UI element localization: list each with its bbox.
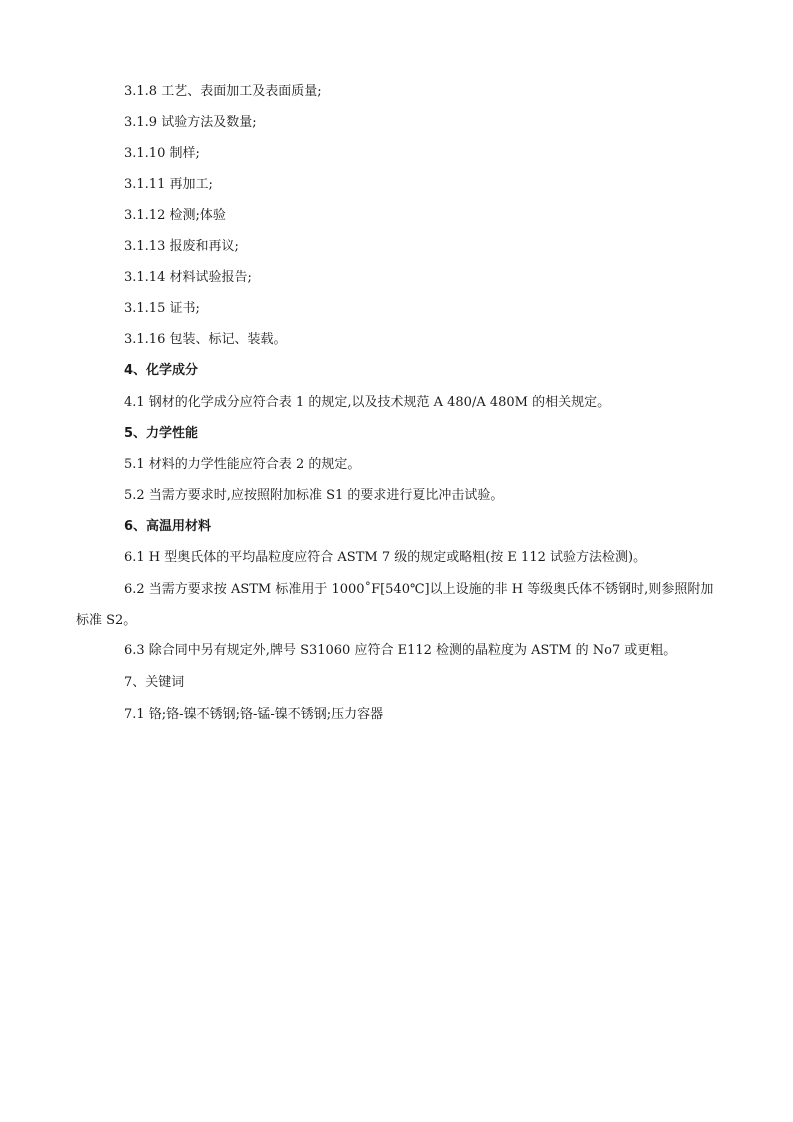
clause-3-1-15: 3.1.15 证书; [124,301,200,316]
clause-3-1-12: 3.1.12 检测;体验 [124,208,226,223]
clause-5-1: 5.1 材料的力学性能应符合表 2 的规定。 [124,457,361,472]
clause-3-1-11: 3.1.11 再加工; [124,177,213,192]
section-heading-7: 7、关键词 [124,675,185,690]
clause-3-1-10: 3.1.10 制样; [124,146,200,161]
clause-3-1-14: 3.1.14 材料试验报告; [124,270,252,285]
clause-3-1-16: 3.1.16 包装、标记、装载。 [124,332,287,347]
clause-6-1: 6.1 H 型奥氏体的平均晶粒度应符合 ASTM 7 级的规定或略粗(按 E 112 试验方法检测)。 [124,550,647,565]
section-heading-6: 6、高温用材料 [124,519,212,534]
clause-3-1-8: 3.1.8 工艺、表面加工及表面质量; [124,84,322,99]
clause-5-2: 5.2 当需方要求时,应按照附加标准 S1 的要求进行夏比冲击试验。 [124,488,504,503]
clause-7-1: 7.1 铬;铬-镍不锈钢;铬-锰-镍不锈钢;压力容器 [124,707,384,722]
clause-3-1-9: 3.1.9 试验方法及数量; [124,115,257,130]
section-heading-5: 5、力学性能 [124,426,199,441]
clause-3-1-13: 3.1.13 报废和再议; [124,239,239,254]
section-heading-4: 4、化学成分 [124,363,199,378]
clause-6-3: 6.3 除合同中另有规定外,牌号 S31060 应符合 E112 检测的晶粒度为 ASTM 的 No7 或更粗。 [124,643,677,658]
clause-6-2: 6.2 当需方要求按 ASTM 标准用于 1000˚F[540℃]以上设施的非 H 等级奥氏体不锈钢时,则参照附加标准 S2。 [76,582,714,628]
clause-4-1: 4.1 钢材的化学成分应符合表 1 的规定,以及技术规范 A 480/A 480M 的相关规定。 [124,395,611,410]
